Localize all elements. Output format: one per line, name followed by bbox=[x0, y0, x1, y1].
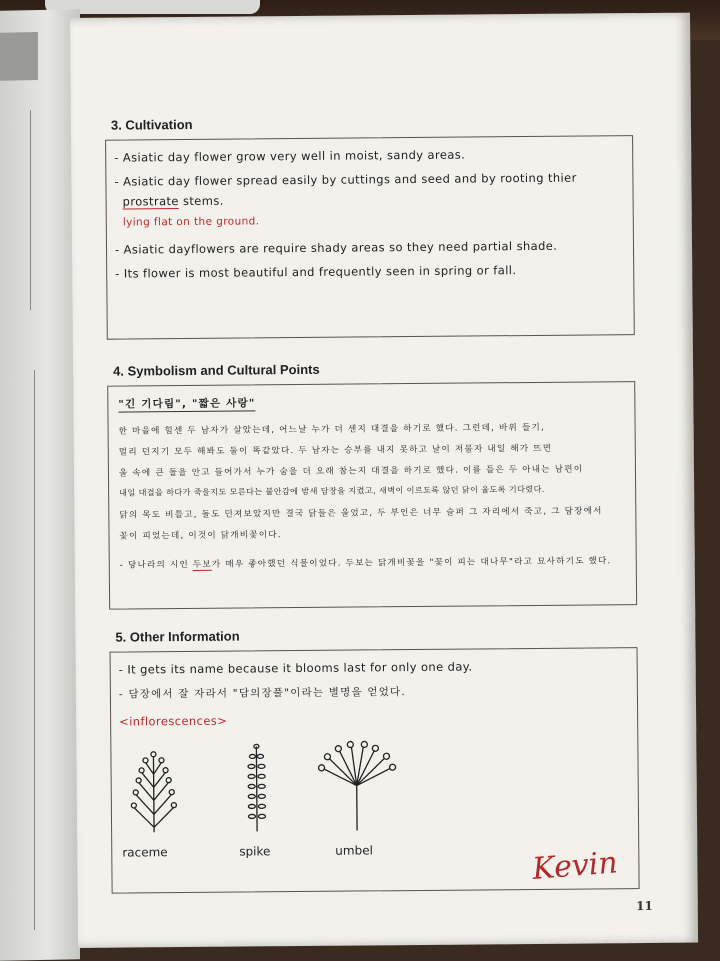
cultivation-line-3-text: stems. bbox=[182, 193, 224, 209]
page-number: 11 bbox=[636, 898, 653, 914]
prostrate-word: prostrate bbox=[122, 194, 179, 209]
other-title: 5. Other Information bbox=[115, 628, 240, 645]
cultivation-line-1: - Asiatic day flower grow very well in moist, sandy areas. bbox=[114, 147, 466, 165]
raceme-drawing bbox=[131, 752, 177, 833]
symbolism-para-6: 꽃이 피었는데, 이것이 닭개비꽃이다. bbox=[119, 530, 282, 542]
other-line-1: - It gets its name because it blooms last for only one day. bbox=[118, 659, 473, 677]
symbolism-title: 4. Symbolism and Cultural Points bbox=[113, 361, 320, 379]
inflorescence-label: <inflorescences> bbox=[119, 713, 228, 729]
plant-label-spike: spike bbox=[239, 844, 271, 859]
umbel-drawing bbox=[318, 741, 396, 831]
symbolism-para-4: 내일 대결을 하다가 죽을지도 모른다는 불안감에 밤새 담장을 지켰고, 새벽이 이르도록 않던 닭이 울도록 기다렸다. bbox=[119, 483, 545, 498]
left-page bbox=[0, 9, 80, 960]
cultivation-line-4: - Asiatic dayflowers are require shady areas so they need partial shade. bbox=[114, 238, 558, 257]
symbolism-para-3: 울 속에 큰 돌을 안고 들어가서 누가 숨을 더 오래 참는지 대결을 하기로 했다. 이를 들은 두 아내는 남편이 bbox=[118, 464, 584, 479]
symbolism-box bbox=[107, 381, 637, 610]
cultivation-line-5: - Its flower is most beautiful and frequently seen in spring or fall. bbox=[115, 263, 517, 281]
symbolism-extra bbox=[120, 554, 612, 570]
inflorescence-drawings bbox=[111, 730, 432, 843]
spike-drawing bbox=[248, 744, 266, 831]
cultivation-note: lying flat on the ground. bbox=[122, 215, 260, 229]
symbolism-extra-suffix: 가 매우 좋아했던 식물이었다. 두보는 닭개비꽃을 "꽃이 피는 대나무"라고 묘사하기도 했다. bbox=[211, 556, 612, 570]
plant-label-umbel: umbel bbox=[335, 843, 373, 858]
notebook-page bbox=[70, 13, 698, 948]
symbolism-para-1: 한 마을에 힘센 두 남자가 살았는데, 어느날 누가 더 센지 대결을 하기로 했다. 그런데, 바위 들기, bbox=[118, 422, 545, 437]
cultivation-title: 3. Cultivation bbox=[110, 116, 193, 133]
symbolism-heading: "긴 기다림", "짧은 사랑" bbox=[118, 397, 256, 411]
left-page-lines-lower bbox=[0, 370, 35, 931]
symbolism-para-5: 닭의 목도 비틀고, 돌도 던져보았지만 결국 닭들은 울었고, 두 부인은 너무 슬퍼 그 자리에서 죽고, 그 담장에서 bbox=[119, 506, 603, 521]
left-page-tab bbox=[0, 32, 38, 81]
signature: Kevin bbox=[531, 845, 619, 887]
other-line-2: - 담장에서 잘 자라서 "담의장풀"이라는 별명을 얻었다. bbox=[118, 686, 406, 701]
cultivation-box bbox=[105, 135, 635, 340]
cultivation-line-3 bbox=[123, 194, 224, 209]
symbolism-extra-prefix: - 당나라의 시인 bbox=[119, 559, 193, 571]
dubo-word: 두보 bbox=[192, 559, 212, 570]
symbolism-para-2: 멀리 던지기 모두 해봐도 둘이 똑같았다. 두 남자는 승부를 내지 못하고 날이 저물자 내일 해가 뜨면 bbox=[118, 443, 553, 458]
left-page-lines bbox=[0, 110, 31, 311]
plant-label-raceme: raceme bbox=[122, 845, 168, 860]
cultivation-line-2: - Asiatic day flower spread easily by cuttings and seed and by rooting thier bbox=[114, 170, 577, 189]
